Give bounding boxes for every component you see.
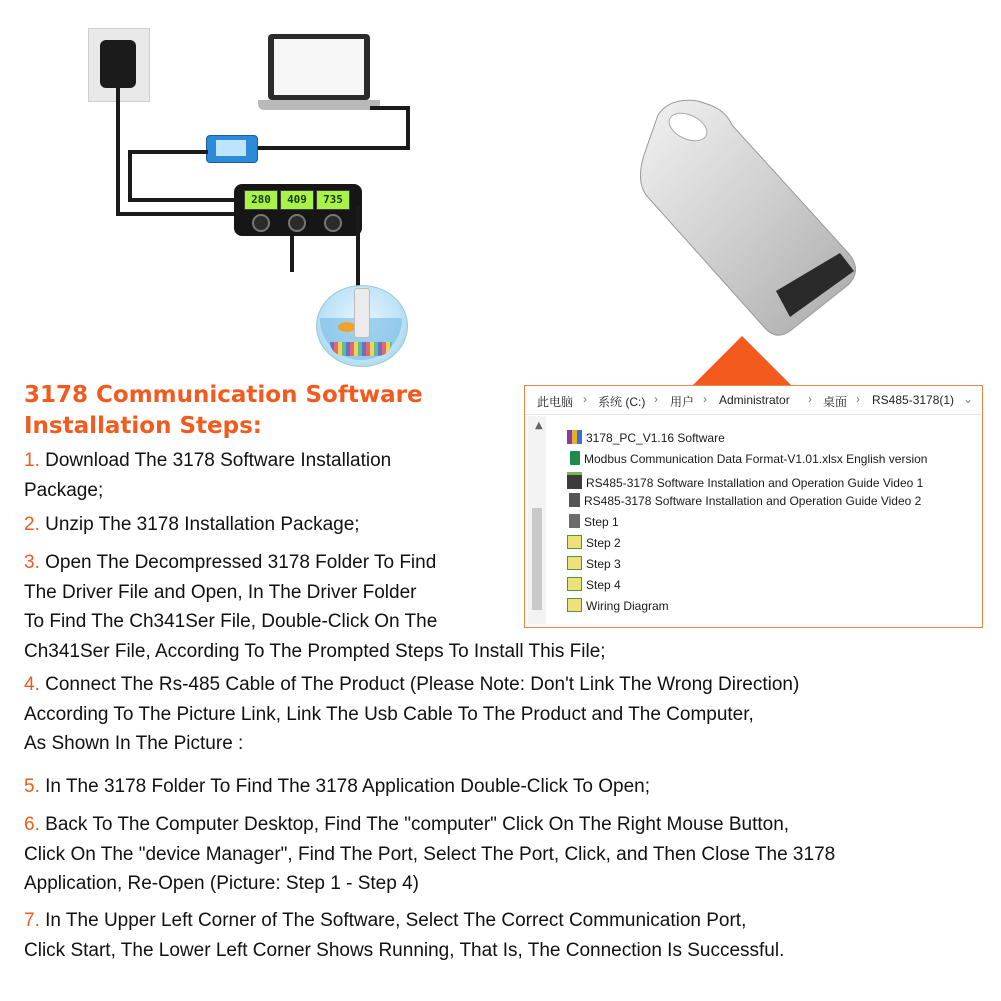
step-text: Click On The "device Manager", Find The Port, Select The Port, Click, and Then Close The 3178 <box>24 843 836 865</box>
step-text: As Shown In The Picture : <box>24 733 244 754</box>
usb-cable-vertical <box>406 106 410 150</box>
usb-cable-bottom <box>256 146 410 150</box>
file-name: RS485-3178 Software Installation and Operation Guide Video 2 <box>584 494 922 508</box>
chevron-right-icon[interactable]: › <box>703 392 707 406</box>
step-text: Ch341Ser File, According To The Prompted Steps To Install This File; <box>24 640 606 662</box>
application-file-icon <box>569 493 580 507</box>
heading-line: Installation Steps: <box>24 413 262 439</box>
calibration-knob <box>324 214 342 232</box>
heading-line: 3178 Communication Software <box>24 382 423 408</box>
step-number: 3. <box>24 552 40 573</box>
power-cable <box>116 88 120 214</box>
step-text: To Find The Ch341Ser File, Double-Click On The <box>24 611 438 632</box>
bowl-gravel <box>330 342 392 356</box>
file-item[interactable] <box>567 514 619 534</box>
step-2 <box>24 510 360 540</box>
step-text: Back To The Computer Desktop, Find The "computer" Click On The Right Mouse Button, <box>45 814 790 835</box>
lcd-display-1: 280 <box>244 190 278 210</box>
chevron-right-icon[interactable]: › <box>808 392 812 406</box>
file-name: Step 3 <box>586 557 621 571</box>
rs485-cable <box>128 150 132 200</box>
file-name: Step 2 <box>586 536 621 550</box>
file-item[interactable] <box>567 451 927 471</box>
step-text: In The Upper Left Corner of The Software, Select The Correct Communication Port, <box>45 910 747 931</box>
breadcrumb-system-drive[interactable]: 系统 (C:) <box>598 395 646 409</box>
step-number: 5. <box>24 776 40 797</box>
rar-archive-icon <box>567 430 582 444</box>
breadcrumb-users[interactable]: 用户 <box>670 395 695 409</box>
step-1 <box>24 446 391 505</box>
step-5 <box>24 772 650 802</box>
sensor-probe <box>354 288 370 338</box>
step-number: 6. <box>24 814 40 835</box>
step-text: Open The Decompressed 3178 Folder To Find <box>45 552 437 573</box>
callout-pointer <box>692 336 792 386</box>
step-number: 2. <box>24 514 40 535</box>
scroll-up-icon[interactable]: ▲ <box>535 420 543 431</box>
lcd-display-3: 735 <box>316 190 350 210</box>
breadcrumb <box>525 386 982 415</box>
laptop-display <box>274 39 364 95</box>
rs485-cable-bottom <box>128 198 236 202</box>
step-4 <box>24 670 799 759</box>
power-adapter <box>100 40 136 88</box>
image-file-icon <box>567 535 582 549</box>
probe-cable <box>356 206 360 290</box>
file-item[interactable] <box>567 430 725 450</box>
video-file-icon <box>567 472 582 489</box>
rs485-cable-top <box>128 150 208 154</box>
calibration-knob <box>288 214 306 232</box>
step-6 <box>24 810 835 899</box>
breadcrumb-desktop[interactable]: 桌面 <box>823 395 848 409</box>
file-name: Modbus Communication Data Format-V1.01.xlsx English version <box>584 452 928 466</box>
file-name: Step 4 <box>586 578 621 592</box>
step-text: The Driver File and Open, In The Driver Folder <box>24 581 417 603</box>
image-file-icon <box>569 514 580 528</box>
lcd-display-2: 409 <box>280 190 314 210</box>
step-number: 7. <box>24 910 40 931</box>
file-name: RS485-3178 Software Installation and Operation Guide Video 1 <box>586 476 924 490</box>
step-text: According To The Picture Link, Link The Usb Cable To The Product and The Computer, <box>24 703 754 725</box>
chevron-down-icon[interactable]: ⌄ <box>963 392 974 406</box>
excel-file-icon <box>570 451 580 465</box>
step-text: Application, Re-Open (Picture: Step 1 - Step 4) <box>24 873 419 894</box>
step-text: In The 3178 Folder To Find The 3178 Application Double-Click To Open; <box>45 776 651 797</box>
power-cable-horizontal <box>116 212 236 216</box>
step-text: Connect The Rs-485 Cable of The Product (Please Note: Don't Link The Wrong Direction) <box>45 674 800 695</box>
usb-flash-drive-image <box>640 95 870 340</box>
breadcrumb-current-folder[interactable]: RS485-3178(1) <box>872 393 955 407</box>
usb-cable <box>370 106 410 110</box>
step-number: 4. <box>24 674 40 695</box>
step-3 <box>24 548 606 666</box>
calibration-knob <box>252 214 270 232</box>
file-name: 3178_PC_V1.16 Software <box>586 431 725 445</box>
file-name: Step 1 <box>584 515 619 529</box>
step-text: Unzip The 3178 Installation Package; <box>45 514 360 535</box>
step-number: 1. <box>24 450 40 471</box>
file-name: Wiring Diagram <box>586 599 669 613</box>
breadcrumb-administrator[interactable]: Administrator <box>719 393 790 407</box>
laptop-base <box>258 100 380 110</box>
chevron-right-icon[interactable]: › <box>856 392 860 406</box>
breadcrumb-this-pc[interactable]: 此电脑 <box>537 395 574 409</box>
file-item[interactable] <box>567 472 923 492</box>
step-7 <box>24 906 784 965</box>
file-item[interactable] <box>567 493 921 513</box>
step-text: Click Start, The Lower Left Corner Shows Running, That Is, The Connection Is Successful. <box>24 939 785 961</box>
probe-cable <box>290 236 294 272</box>
chevron-right-icon[interactable]: › <box>654 392 658 406</box>
step-text: Download The 3178 Software Installation <box>45 450 392 471</box>
instructions-heading <box>24 380 504 442</box>
chevron-right-icon[interactable]: › <box>583 392 587 406</box>
step-text: Package; <box>24 479 104 501</box>
usb-converter-screen <box>216 140 246 156</box>
